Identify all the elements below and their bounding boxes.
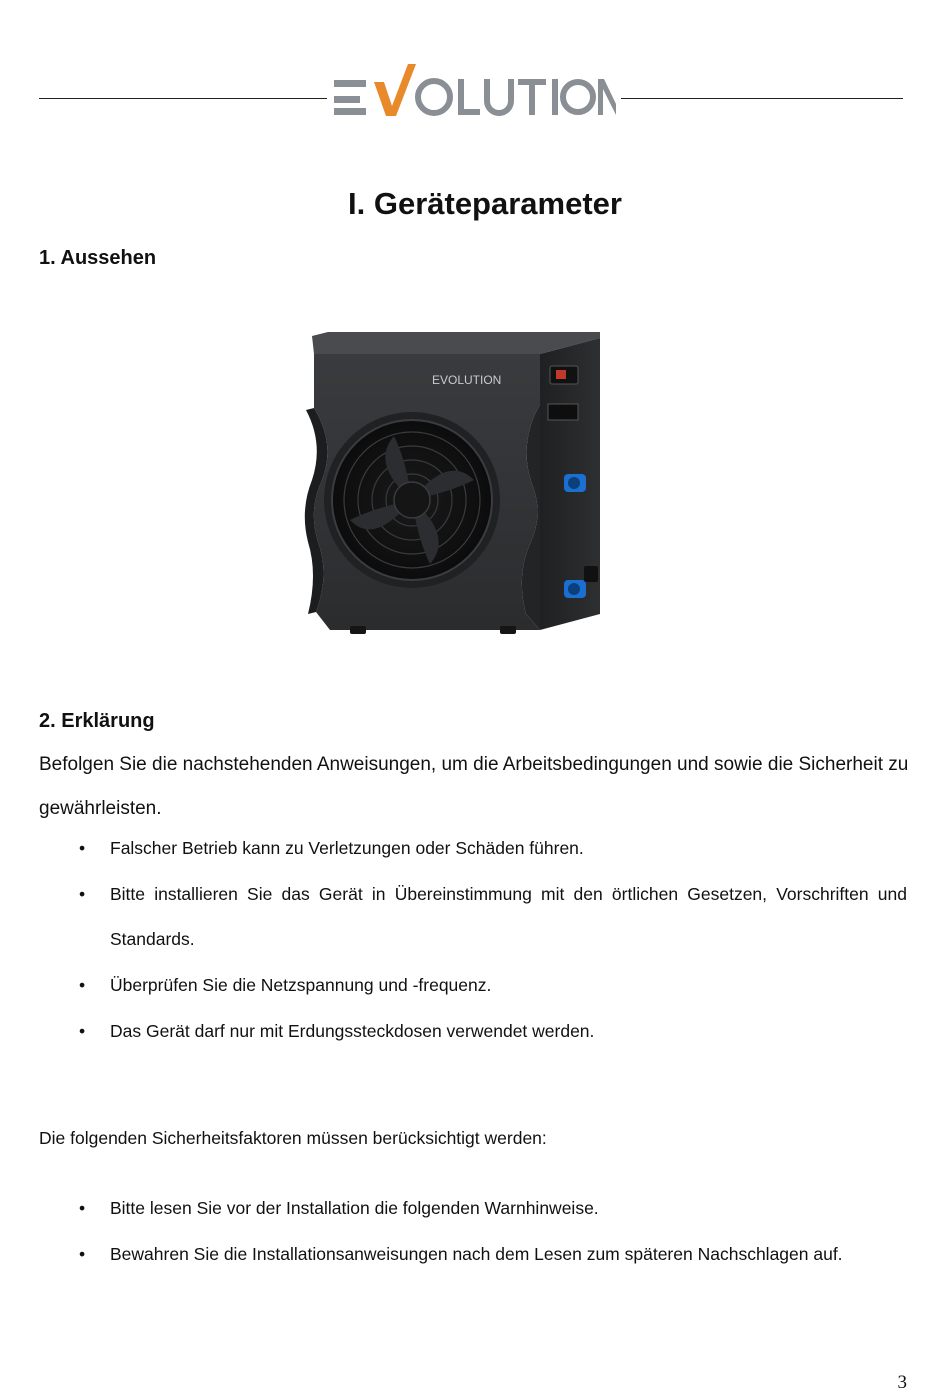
list-item: • Falscher Betrieb kann zu Verletzungen oder Schäden führen. <box>39 826 907 871</box>
bullet-icon: • <box>79 838 86 858</box>
bullet-icon: • <box>79 1021 86 1041</box>
header-rule-left <box>39 98 327 99</box>
bullet-icon: • <box>79 1244 86 1264</box>
page-title: I. Geräteparameter <box>348 186 622 221</box>
bullet-icon: • <box>79 1198 86 1218</box>
product-image-heat-pump <box>278 314 634 640</box>
product-logo-text: EVOLUTION <box>432 373 502 387</box>
bullet-icon: • <box>79 975 86 995</box>
page-number: 3 <box>897 1372 907 1393</box>
header-rule-right <box>621 98 903 99</box>
explanation-bullet-list <box>39 826 907 1055</box>
list-item: • Bitte lesen Sie vor der Installation die folgenden Warnhinweise. <box>39 1186 907 1231</box>
explanation-intro: Befolgen Sie die nachstehenden Anweisungen, um die Arbeitsbedingungen und sowie die Sicherheit zu gewährleisten. <box>39 754 909 819</box>
list-item: • Überprüfen Sie die Netzspannung und -frequenz. <box>39 963 907 1008</box>
safety-intro: Die folgenden Sicherheitsfaktoren müssen berücksichtigt werden: <box>39 1128 547 1148</box>
brand-logo <box>330 60 616 124</box>
safety-bullet-list <box>39 1186 907 1278</box>
list-item: • Bitte installieren Sie das Gerät in Übereinstimmung mit den örtlichen Gesetzen, Vorschriften und Standards. <box>39 872 907 962</box>
list-item: • Bewahren Sie die Installationsanweisungen nach dem Lesen zum späteren Nachschlagen auf. <box>39 1232 907 1277</box>
section-heading-explanation: 2. Erklärung <box>39 710 155 732</box>
section-heading-appearance: 1. Aussehen <box>39 247 157 269</box>
list-item: • Das Gerät darf nur mit Erdungssteckdosen verwendet werden. <box>39 1009 907 1054</box>
bullet-icon: • <box>79 884 86 904</box>
